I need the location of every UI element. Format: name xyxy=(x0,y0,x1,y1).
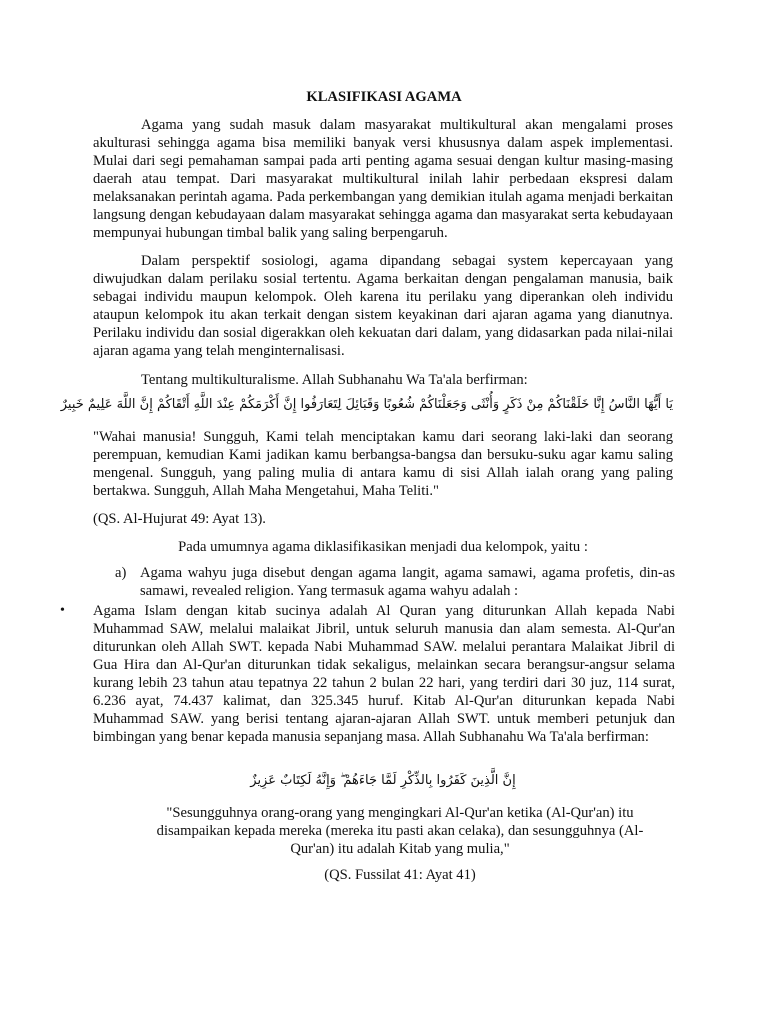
intro-multikulturalisme: Tentang multikulturalisme. Allah Subhanahu Wa Ta'ala berfirman: xyxy=(141,372,528,388)
list-item-agama-wahyu xyxy=(115,564,675,600)
bullet-item-agama-islam xyxy=(60,602,675,746)
classification-intro: Pada umumnya agama diklasifikasikan menjadi dua kelompok, yaitu : xyxy=(178,539,588,555)
citation-fussilat: (QS. Fussilat 41: Ayat 41) xyxy=(324,867,476,883)
list-item-text: Agama wahyu juga disebut dengan agama langit, agama samawi, agama profetis, din-as samawi, revealed religion. Yang termasuk agama wahyu adalah : xyxy=(140,565,675,599)
paragraph-akulturasi: Agama yang sudah masuk dalam masyarakat multikultural akan mengalami proses akulturasi sehingga agama bisa memiliki banyak versi khususnya dalam aspek implementasi. Mulai dari segi pemahaman sampai pada arti penting agama sesuai dengan kultur masing-masing daerah atau tempat. Dari masyarakat multikultural inilah lahir perbedaan ekspresi dalam melaksanakan perintah agama. Pada perkembangan yang demikian itulah agama menjadi berkaitan langsung dengan kebudayaan dalam masyarakat sehingga agama dan masyarakat serta kebudayaan mempunyai hubungan timbal balik yang saling berpengaruh. xyxy=(93,117,673,241)
arabic-verse-fussilat: إِنَّ الَّذِينَ كَفَرُوا بِالذِّكْرِ لَمَّا جَاءَهُمْ ۖ وَإِنَّهُ لَكِتَابٌ عَزِيزٌ xyxy=(250,773,516,788)
translation-hujurat: "Wahai manusia! Sungguh, Kami telah menciptakan kamu dari seorang laki-laki dan seorang perempuan, kemudian Kami jadikan kamu berbangsa-bangsa dan bersuku-suku agar kamu saling mengenal. Sungguh, yang paling mulia di antara kamu di sisi Allah ialah orang yang paling bertakwa. Sungguh, Allah Maha Mengetahui, Maha Teliti." xyxy=(93,429,673,499)
translation-fussilat: "Sesungguhnya orang-orang yang mengingkari Al-Qur'an ketika (Al-Qur'an) itu disampaikan kepada mereka (mereka itu pasti akan celaka), dan sesungguhnya (Al-Qur'an) itu adalah Kitab yang mulia," xyxy=(156,805,644,857)
citation-hujurat: (QS. Al-Hujurat 49: Ayat 13). xyxy=(93,511,266,527)
bullet-item-text: Agama Islam dengan kitab sucinya adalah Al Quran yang diturunkan Allah kepada Nabi Muhammad SAW, melalui malaikat Jibril, untuk seluruh manusia dan alam semesta. Al-Qur'an diturunkan oleh Allah SWT. kepada Nabi Muhammad SAW. melalui perantara Malaikat Jibril di Gua Hira dan Al-Qur'an diturunkan tidak sekaligus, melainkan secara berangsur-angsur selama kurang lebih 23 tahun atau tepatnya 22 tahun 2 bulan 22 hari, yang terdiri dari 30 juz, 114 surat, 6.236 ayat, 74.437 kalimat, dan 325.345 huruf. Kitab Al-Qur'an diturunkan kepada Nabi Muhammad SAW. yang berisi tentang ajaran-ajaran Allah SWT. untuk memberi petunjuk dan bimbingan yang benar kepada manusia sepanjang masa. Allah Subhanahu Wa Ta'ala berfirman: xyxy=(93,603,675,745)
arabic-verse-hujurat: يَا أَيُّهَا النَّاسُ إِنَّا خَلَقْنَاكُمْ مِنْ ذَكَرٍ وَأُنْثَى وَجَعَلْنَاكُمْ شُعُوبًا وَقَبَائِلَ لِتَعَارَفُوا إِنَّ أَكْرَمَكُمْ عِنْدَ اللَّهِ أَتْقَاكُمْ إِنَّ اللَّهَ عَلِيمٌ خَبِيرٌ xyxy=(60,397,673,412)
list-marker: a) xyxy=(115,565,127,581)
bullet-icon: • xyxy=(60,603,65,618)
document-title: KLASIFIKASI AGAMA xyxy=(306,89,462,105)
paragraph-sosiologi: Dalam perspektif sosiologi, agama dipandang sebagai system kepercayaan yang diwujudkan dalam perilaku sosial tertentu. Agama berkaitan dengan pengalaman manusia, baik sebagai individu maupun kelompok. Oleh karena itu perilaku yang diperankan oleh individu ataupun kelompok itu akan terkait dengan sistem keyakinan dari ajaran agama yang dianutnya. Perilaku individu dan sosial digerakkan oleh kekuatan dari dalam, yang didasarkan pada nilai-nilai ajaran agama yang telah menginternalisasi. xyxy=(93,253,673,359)
